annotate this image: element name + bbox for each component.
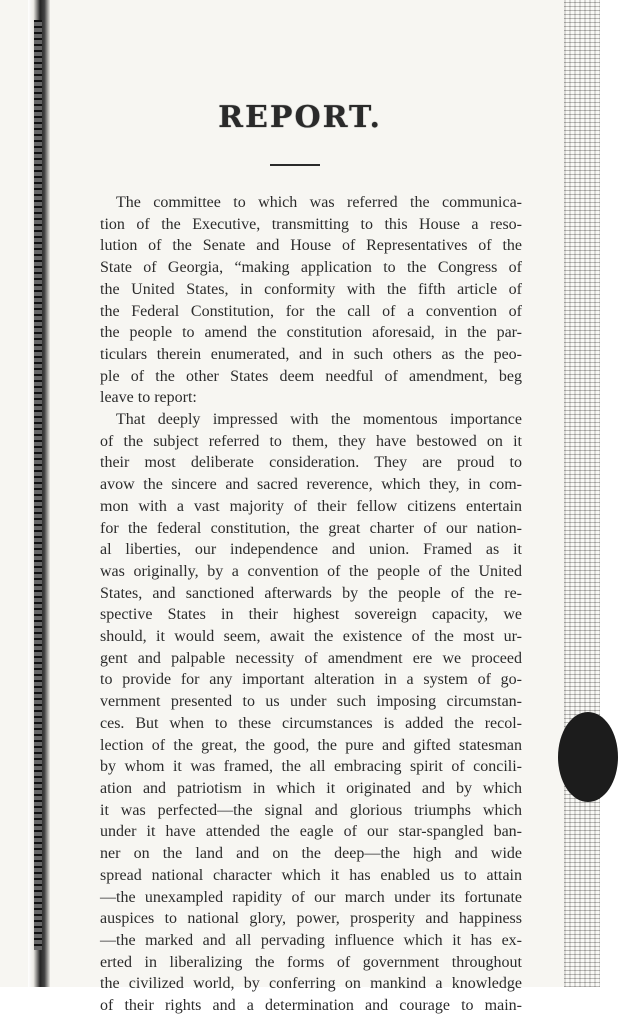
body-line: lection of the great, the good, the pure and gifted statesman: [100, 736, 522, 754]
body-line: it was perfected—the signal and glorious triumphs which: [100, 801, 522, 819]
report-heading: REPORT.: [218, 100, 382, 135]
body-line: ticulars therein enumerated, and in such others as the peo-: [100, 345, 522, 363]
body-line: ation and patriotism in which it originated and by which: [100, 779, 522, 797]
body-line: under it have attended the eagle of our star-spangled ban-: [100, 823, 522, 841]
report-body: [100, 192, 522, 1017]
body-line: mon with a vast majority of their fellow citizens entertain: [100, 497, 522, 515]
body-line: was originally, by a convention of the people of the United: [100, 562, 522, 580]
body-line: of their rights and a determination and courage to main-: [100, 997, 522, 1015]
body-line: State of Georgia, “making application to the Congress of: [100, 259, 522, 277]
body-line: erted in liberalizing the forms of government throughout: [100, 953, 522, 971]
body-line: —the unexampled rapidity of our march under its fortunate: [100, 888, 522, 906]
body-line: the people to amend the constitution aforesaid, in the par-: [100, 324, 522, 342]
body-line: leave to report:: [100, 389, 197, 407]
body-line: spread national character which it has enabled us to attain: [100, 866, 522, 884]
body-line: for the federal constitution, the great charter of our nation-: [100, 519, 522, 537]
body-line: ces. But when to these circumstances is added the recol-: [100, 714, 522, 732]
body-line: auspices to national glory, power, prosperity and happiness: [100, 910, 522, 928]
body-line: of the subject referred to them, they have bestowed on it: [100, 432, 522, 450]
scan-ink-blot: [558, 712, 618, 802]
body-line: —the marked and all pervading influence which it has ex-: [100, 931, 522, 949]
body-line: vernment presented to us under such imposing circumstan-: [100, 693, 522, 711]
body-line: to provide for any important alteration in a system of go-: [100, 671, 522, 689]
body-line: lution of the Senate and House of Representatives of the: [100, 237, 522, 255]
body-line: The committee to which was referred the communica-: [116, 194, 522, 211]
binding-stitch-marks: [34, 20, 42, 950]
body-line: States, and sanctioned afterwards by the people of the re-: [100, 584, 522, 602]
body-line: spective States in their highest sovereign capacity, we: [100, 606, 522, 624]
body-line: their most deliberate consideration. They are proud to: [100, 454, 522, 472]
body-line: should, it would seem, await the existence of the most ur-: [100, 628, 522, 646]
body-line: avow the sincere and sacred reverence, which they, in com-: [100, 476, 522, 494]
body-line: tion of the Executive, transmitting to this House a reso-: [100, 215, 522, 233]
body-line: the civilized world, by conferring on mankind a knowledge: [100, 975, 522, 993]
body-line: the United States, in conformity with the fifth article of: [100, 280, 522, 298]
heading-rule: [270, 164, 320, 166]
body-line: al liberties, our independence and union. Framed as it: [100, 541, 522, 559]
body-line: That deeply impressed with the momentous importance: [116, 411, 522, 429]
body-line: the Federal Constitution, for the call of a convention of: [100, 302, 522, 320]
body-line: ner on the land and on the deep—the high and wide: [100, 845, 522, 863]
body-line: by whom it was framed, the all embracing spirit of concili-: [100, 758, 522, 776]
body-line: ple of the other States deem needful of amendment, beg: [100, 367, 522, 385]
body-line: gent and palpable necessity of amendment ere we proceed: [100, 649, 522, 667]
right-scan-edge: [564, 0, 600, 987]
